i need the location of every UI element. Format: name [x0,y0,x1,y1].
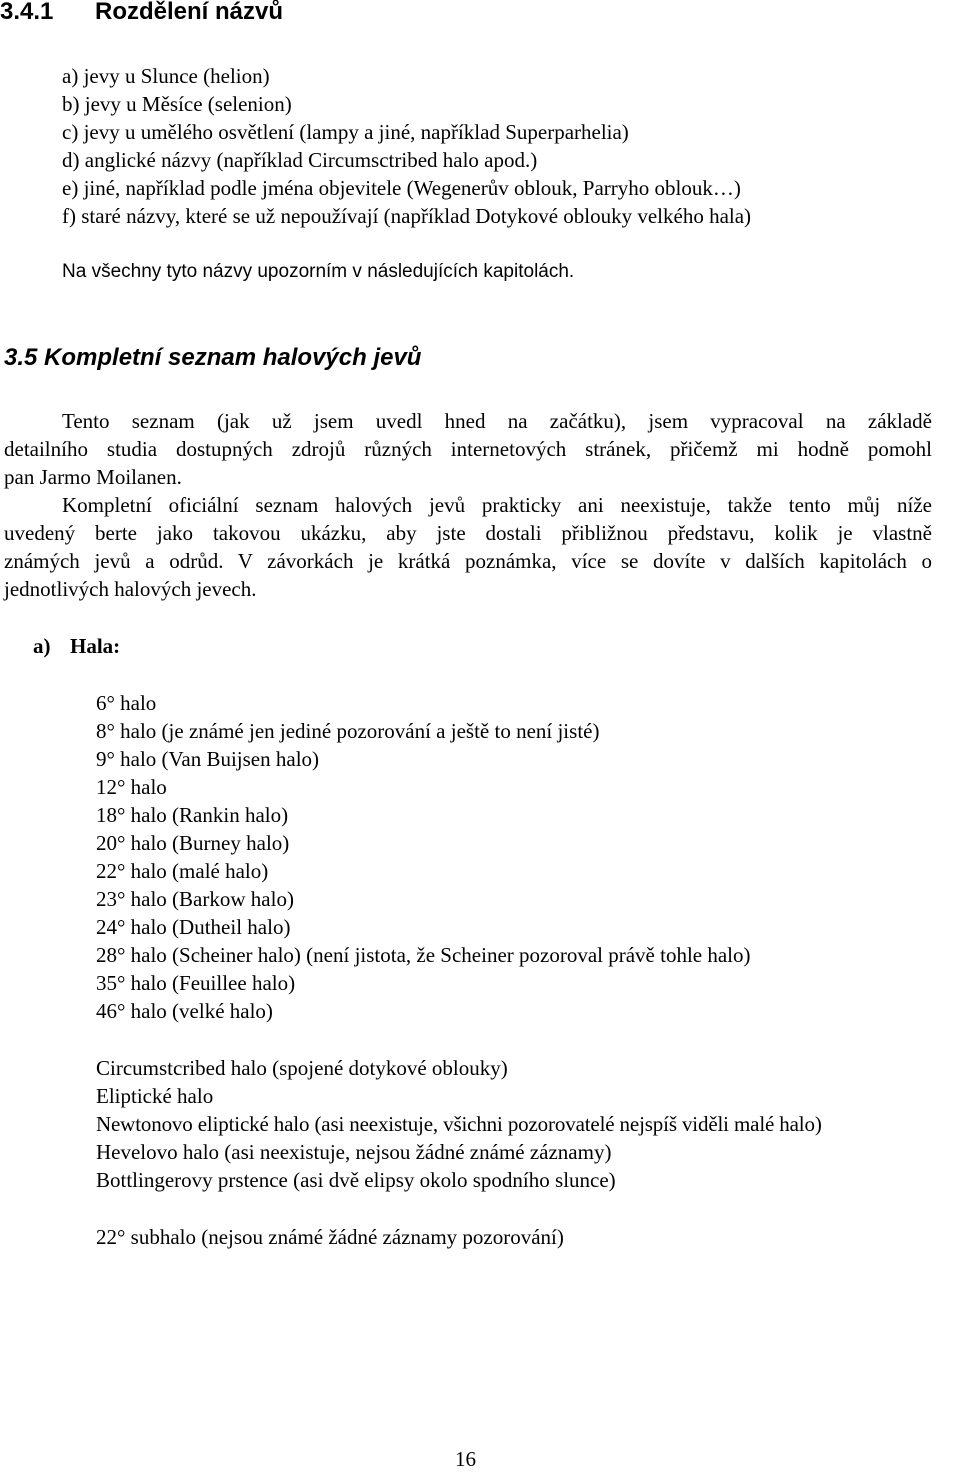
halo-item: Hevelovo halo (asi neexistuje, nejsou žádné známé záznamy) [96,1140,612,1164]
halo-item: 23° halo (Barkow halo) [96,887,294,911]
hala-label: a) [33,634,51,658]
section-35-heading: 3.5 Kompletní seznam halových jevů [4,344,422,371]
hala-heading [33,632,120,660]
name-category-item: a) jevy u Slunce (helion) [62,64,270,88]
paragraph-line: známých jevů a odrůd. V závorkách je krátká poznámka, více se dovíte v dalších kapitolách o [4,549,932,573]
halo-item: Newtonovo eliptické halo (asi neexistuje, všichni pozorovatelé nejspíš viděli malé halo) [96,1112,822,1136]
paragraph-line: jednotlivých halových jevech. [4,577,257,601]
halo-item: 18° halo (Rankin halo) [96,803,289,827]
halo-item: 46° halo (velké halo) [96,999,273,1023]
halo-item: Eliptické halo [96,1084,214,1108]
hala-title: Hala: [70,634,121,658]
section-341-number: 3.4.1 [0,0,54,25]
name-category-item: f) staré názvy, které se už nepoužívají (například Dotykové oblouky velkého hala) [62,204,752,228]
section-341-heading [0,0,283,28]
halo-item: 9° halo (Van Buijsen halo) [96,747,320,771]
paragraph-line: uvedený berte jako takovou ukázku, aby jste dostali přibližnou představu, kolik je vlastně [4,521,932,545]
halo-item: Bottlingerovy prstence (asi dvě elipsy okolo spodního slunce) [96,1168,616,1192]
halo-item: 12° halo [96,775,167,799]
halo-item: 20° halo (Burney halo) [96,831,290,855]
halo-item: 22° halo (malé halo) [96,859,269,883]
paragraph-line: Tento seznam (jak už jsem uvedl hned na začátku), jsem vypracoval na základě [62,409,932,433]
halo-item: 6° halo [96,691,157,715]
name-category-item: d) anglické názvy (například Circumsctribed halo apod.) [62,148,538,172]
halo-item: 8° halo (je známé jen jediné pozorování a ještě to není jisté) [96,719,600,743]
halo-item: 22° subhalo (nejsou známé žádné záznamy pozorování) [96,1225,564,1249]
paragraph-line: pan Jarmo Moilanen. [4,465,182,489]
halo-item: 28° halo (Scheiner halo) (není jistota, že Scheiner pozoroval právě tohle halo) [96,943,751,967]
section-341-note: Na všechny tyto názvy upozorním v následujících kapitolách. [62,261,575,282]
name-category-item: c) jevy u umělého osvětlení (lampy a jiné, například Superparhelia) [62,120,629,144]
halo-item: 35° halo (Feuillee halo) [96,971,296,995]
halo-item: 24° halo (Dutheil halo) [96,915,291,939]
name-category-item: e) jiné, například podle jména objevitele (Wegenerův oblouk, Parryho oblouk…) [62,176,741,200]
paragraph-line: Kompletní oficiální seznam halových jevů prakticky ani neexistuje, takže tento můj níže [62,493,932,517]
halo-item: Circumstcribed halo (spojené dotykové oblouky) [96,1056,508,1080]
section-341-title: Rozdělení názvů [95,0,284,25]
name-category-item: b) jevy u Měsíce (selenion) [62,92,292,116]
paragraph-line: detailního studia dostupných zdrojů různých internetových stránek, přičemž mi hodně pomohl [4,437,932,461]
page-number: 16 [455,1447,476,1471]
